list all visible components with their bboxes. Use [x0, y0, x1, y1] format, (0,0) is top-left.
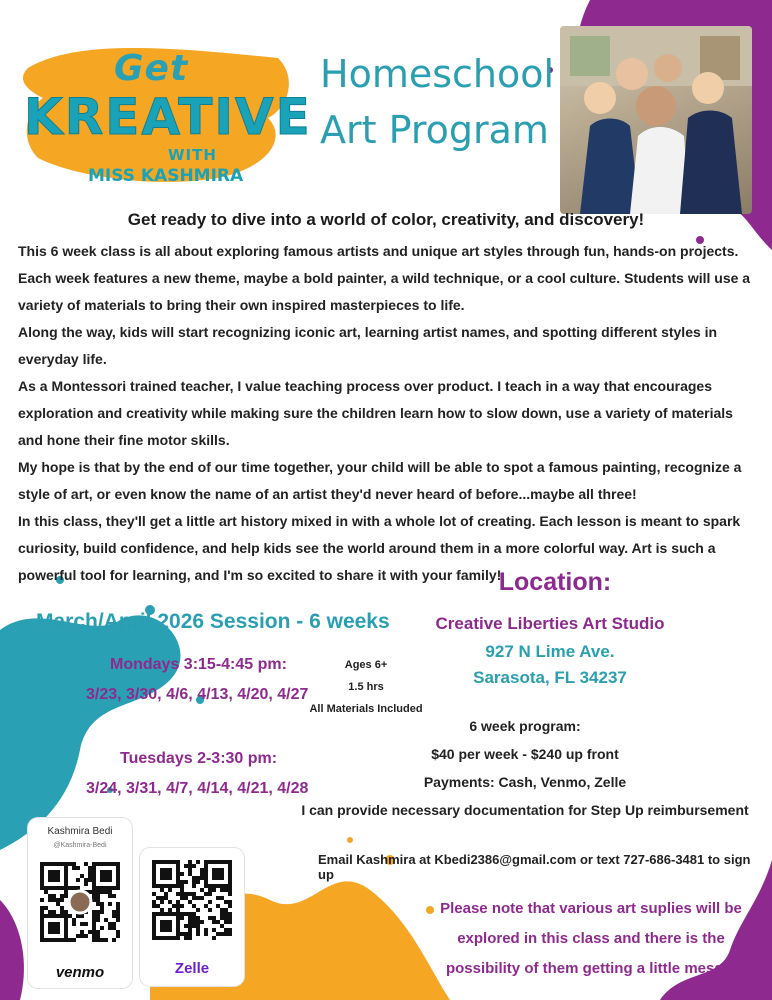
step-up-note: I can provide necessary documentation for Step Up reimbursement: [301, 802, 749, 818]
ages: Ages 6+: [344, 659, 388, 671]
contact-info: Email Kashmira at Kbedi2386@gmail.com or text 727-686-3481 to sign up: [318, 852, 751, 882]
teal-splash-left: [0, 560, 300, 860]
class-details: [306, 654, 426, 720]
duration: 1.5 hrs: [348, 681, 384, 693]
monday-dates: 3/23, 3/30, 4/6, 4/13, 4/20, 4/27: [86, 686, 309, 703]
venmo-qr-code[interactable]: [40, 862, 120, 942]
zelle-qr-code[interactable]: [152, 860, 232, 940]
program-length: 6 week program:: [469, 718, 581, 734]
group-photo: [560, 26, 752, 214]
logo-get: Get: [114, 48, 189, 89]
payment-methods: Payments: Cash, Venmo, Zelle: [423, 774, 627, 790]
venmo-logo: venmo: [55, 964, 105, 981]
venmo-card: [28, 818, 132, 988]
group-photo-icon: [560, 26, 752, 214]
materials: All Materials Included: [309, 703, 423, 715]
location-title: Location:: [498, 568, 612, 596]
logo-miss: MISS KASHMIRA: [88, 166, 244, 186]
price: $40 per week - $240 up front: [431, 746, 619, 762]
studio-name: Creative Liberties Art Studio: [435, 614, 665, 633]
logo: [18, 28, 318, 188]
mess-note: [436, 894, 746, 984]
venmo-name: Kashmira Bedi: [47, 826, 113, 837]
studio-street: 927 N Lime Ave.: [485, 642, 615, 661]
title-line-2: Art Program: [320, 108, 549, 152]
note-line-1: Please note that various art suplies will be: [440, 900, 742, 917]
title-line-1: Homeschool: [320, 52, 555, 96]
paragraph: My hope is that by the end of our time together, your child will be able to spot a famous painting, recognize a style of art, or even know the name of an artist they'd never heard of before...maybe all three!: [18, 459, 742, 502]
studio-city: Sarasota, FL 34237: [473, 668, 627, 687]
tuesday-label: Tuesdays 2-3:30 pm:: [120, 750, 278, 767]
tagline: Get ready to dive into a world of color, creativity, and discovery!: [127, 210, 645, 229]
logo-kreative: KREATIVE: [24, 88, 312, 146]
logo-with: WITH: [168, 146, 217, 164]
page-title: [320, 46, 555, 158]
session-title: March/April 2026 Session - 6 weeks: [36, 610, 390, 633]
note-line-2: explored in this class and there is the: [457, 930, 725, 947]
pricing: [300, 712, 750, 824]
note-line-3: possibility of them getting a little messy!: [445, 960, 737, 977]
monday-label: Mondays 3:15-4:45 pm:: [110, 656, 287, 673]
body-text: [18, 238, 754, 589]
paragraph: As a Montessori trained teacher, I value teaching process over product. I teach in a way that encourages exploration and creativity while making sure the children learn how to slow down, use a variety of materials and hone their fine motor skills.: [18, 378, 733, 448]
paragraph: This 6 week class is all about exploring famous artists and unique art styles through fun, hands-on projects. Each week features a new theme, maybe a bold painter, a wild technique, or a cool culture. Students will use a variety of materials to bring their own inspired masterpieces to life.: [18, 243, 751, 313]
venmo-handle: @Kashmira-Bedi: [53, 842, 107, 849]
zelle-logo: Zelle: [174, 960, 210, 977]
tuesday-dates: 3/24, 3/31, 4/7, 4/14, 4/21, 4/28: [86, 780, 309, 797]
zelle-card: [140, 848, 244, 986]
paragraph: In this class, they'll get a little art history mixed in with a whole lot of creating. Each lesson is meant to spark curiosity, build confidence, and help kids see the world around them in a more colorful way. Art is such a powerful tool for learning, and I'm so excited to share it with your family!: [18, 513, 741, 583]
paragraph: Along the way, kids will start recognizing iconic art, learning artist names, and spotting different styles in everyday life.: [18, 324, 718, 367]
